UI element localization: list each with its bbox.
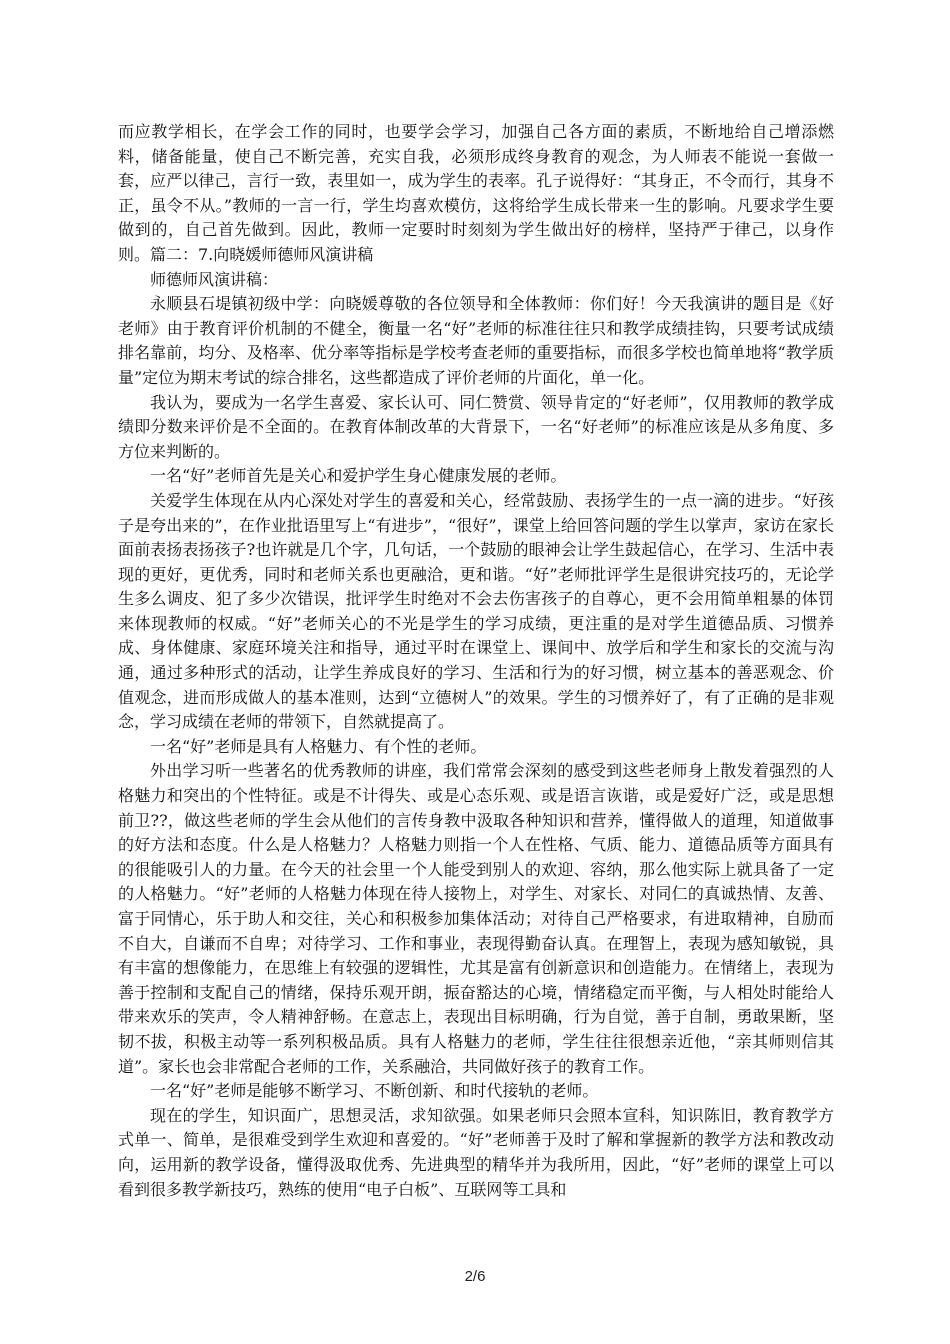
section-heading: 一名“好”老师是能够不断学习、不断创新、和时代接轨的老师。 (150, 1081, 599, 1101)
paragraph: 而应教学相长，在学会工作的同时，也要学会学习，加强自己各方面的素质，不断地给自己增添燃料，储备能量，使自己不断完善，充实自我，必须形成终身教育的观念，为人师表不能说一套做一套，应严以律己，言行一致，表里如一，成为学生的表率。孔子说得好：“其身正，不令而行，其身不正，虽令不从。”教师的一言一行，学生均喜欢模仿，这将给学生成长带来一生的影响。凡要求学生要做到的，自己首先做到。因此，教师一定要时时刻刻为学生做出好的榜样，坚持严于律己，以身作则。篇二：7.向晓媛师德师风演讲稿 (118, 122, 834, 264)
paragraph: 现在的学生，知识面广，思想灵活，求知欲强。如果老师只会照本宣科，知识陈旧，教育教学方式单一、简单，是很难受到学生欢迎和喜爱的。“好”老师善于及时了解和掌握新的教学方法和教改动向，运用新的教学设备，懂得汲取优秀、先进典型的精华并为我所用，因此，“好”老师的课堂上可以看到很多教学新技巧，熟练的使用“电子白板”、互联网等工具和 (118, 1105, 834, 1199)
paragraph: 我认为，要成为一名学生喜爱、家长认可、同仁赞赏、领导肯定的“好老师”，仅用教师的教学成绩即分数来评价是不全面的。在教育体制改革的大背景下，一名“好老师”的标准应该是从多角度、多方位来判断的。 (118, 392, 834, 461)
paragraph: 师德师风演讲稿： (150, 269, 279, 289)
paragraph: 关爱学生体现在从内心深处对学生的喜爱和关心，经常鼓励、表扬学生的一点一滴的进步。“好孩子是夸出来的”，在作业批语里写上“有进步”，“很好”，课堂上给回答问题的学生以掌声，家访在家长面前表扬表扬孩子?也许就是几个字，几句话，一个鼓励的眼神会让学生鼓起信心，在学习、生活中表现的更好，更优秀，同时和老师关系也更融洽，更和谐。“好”老师批评学生是很讲究技巧的，无论学生多么调皮、犯了多少次错误，批评学生时绝对不会去伤害孩子的自尊心，更不会用简单粗暴的体罚来体现教师的权威。“好”老师关心的不光是学生的学习成绩，更注重的是对学生道德品质、习惯养成、身体健康、家庭环境关注和指导，通过平时在课堂上、课间中、放学后和学生和家长的交流与沟通，通过多种形式的活动，让学生养成良好的学习、生活和行为的好习惯，树立基本的善恶观念、价值观念，进而形成做人的基本准则，达到“立德树人”的效果。学生的习惯养好了，有了正确的是非观念，学习成绩在老师的带领下，自然就提高了。 (118, 490, 834, 732)
body-text (118, 120, 834, 1202)
page-number: 2/6 (464, 1268, 486, 1285)
section-heading: 一名“好”老师首先是关心和爱护学生身心健康发展的老师。 (150, 466, 567, 486)
paragraph: 永顺县石堤镇初级中学：向晓媛尊敬的各位领导和全体教师：你们好！今天我演讲的题目是《好老师》由于教育评价机制的不健全，衡量一名“好”老师的标准往往只和教学成绩挂钩，只要考试成绩排名靠前，均分、及格率、优分率等指标是学校考查老师的重要指标，而很多学校也简单地将“教学质量”定位为期末考试的综合排名，这些都造成了评价老师的片面化，单一化。 (118, 294, 834, 387)
section-heading: 一名“好”老师是具有人格魅力、有个性的老师。 (150, 736, 487, 756)
paragraph: 外出学习听一些著名的优秀教师的讲座，我们常常会深刻的感受到这些老师身上散发着强烈的人格魅力和突出的个性特征。或是不计得失、或是心态乐观、或是语言诙谐，或是爱好广泛，或是思想前卫??，做这些老师的学生会从他们的言传身教中汲取各种知识和营养，懂得做人的道理，知道做事的好方法和态度。什么是人格魅力？人格魅力则指一个人在性格、气质、能力、道德品质等方面具有的很能吸引人的力量。在今天的社会里一个人能受到别人的欢迎、容纳，那么他实际上就具备了一定的人格魅力。“好”老师的人格魅力体现在待人接物上，对学生、对家长、对同仁的真诚热情、友善、富于同情心，乐于助人和交往，关心和积极参加集体活动；对待自己严格要求，有进取精神，自励而不自大，自谦而不自卑；对待学习、工作和事业，表现得勤奋认真。在理智上，表现为感知敏锐，具有丰富的想像能力，在思维上有较强的逻辑性，尤其是富有创新意识和创造能力。在情绪上，表现为善于控制和支配自己的情绪，保持乐观开朗，振奋豁达的心境，情绪稳定而平衡，与人相处时能给人带来欢乐的笑声，令人精神舒畅。在意志上，表现出目标明确，行为自觉，善于自制，勇敢果断，坚韧不拔，积极主动等一系列积极品质。具有人格魅力的老师，学生往往很想亲近他，“亲其师则信其道”。家长也会非常配合老师的工作，关系融洽，共同做好孩子的教育工作。 (118, 761, 834, 1076)
